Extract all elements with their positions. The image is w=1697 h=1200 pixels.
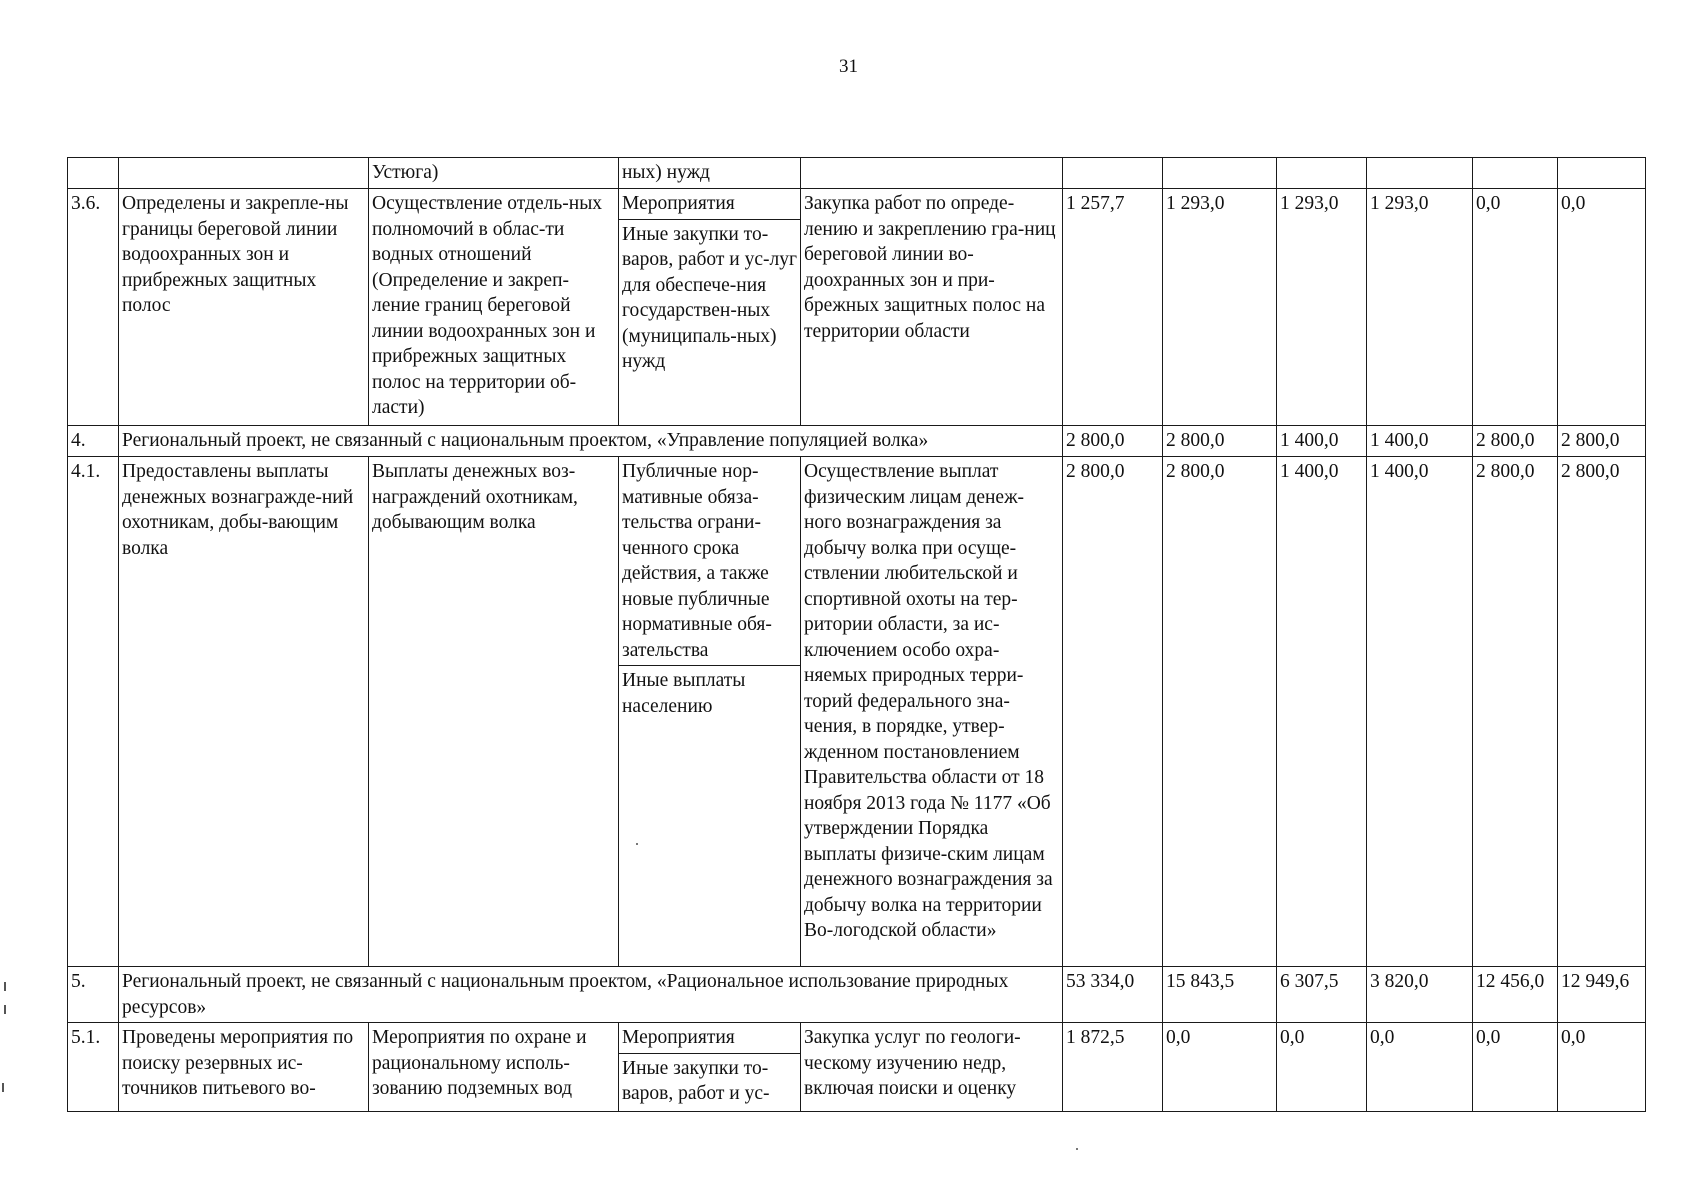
cell-value: 0,0 [1473, 189, 1558, 426]
cell-value [1558, 158, 1646, 189]
table-row-3-6 [68, 189, 1646, 426]
cell-num: 3.6. [68, 189, 119, 426]
expense-type-main: Публичные нор-мативные обяза-тельства ограни-ченного срока действия, а также новые публичные нормативные обя-зательства [619, 457, 800, 666]
table-row-continuation [68, 158, 1646, 189]
cell-value [1163, 158, 1277, 189]
cell-measure: Мероприятия по охране и рациональному исполь-зованию подземных вод [369, 1023, 619, 1112]
table-row-4-1 [68, 457, 1646, 967]
cell-task [119, 158, 369, 189]
cell-value: 12 949,6 [1558, 967, 1646, 1023]
cell-value: 2 800,0 [1558, 426, 1646, 457]
cell-value: 2 800,0 [1163, 457, 1277, 967]
cell-direction: Закупка услуг по геологи-ческому изучению недр, включая поиски и оценку [801, 1023, 1063, 1112]
cell-direction: Осуществление выплат физическим лицам денеж-ного вознаграждения за добычу волка при осуще-ствлении любительской и спортивной охоты на тер-ритории области, за ис-ключением особо охра-няемых природных терри-торий федерального зна-чения, в порядке, утвер-жденном постановлением Правительства области от 18 ноября 2013 года № 1177 «Об утверждении Порядка выплаты физиче-ским лицам денежного вознаграждения за добычу волка на территории Во-логодской области» [801, 457, 1063, 967]
cell-value [1063, 158, 1163, 189]
cell-project-title: Региональный проект, не связанный с национальным проектом, «Управление популяцией волка» [119, 426, 1063, 457]
cell-measure: Выплаты денежных воз-награждений охотникам, добывающим волка [369, 457, 619, 967]
cell-value [1473, 158, 1558, 189]
cell-task: Предоставлены выплаты денежных вознагражде-ний охотникам, добы-вающим волка [119, 457, 369, 967]
cell-direction: Закупка работ по опреде-лению и закреплению гра-ниц береговой линии во-доохранных зон и при-брежных защитных полос на территории области [801, 189, 1063, 426]
cell-num: 5.1. [68, 1023, 119, 1112]
cell-value: 0,0 [1367, 1023, 1473, 1112]
cell-value: 0,0 [1558, 189, 1646, 426]
cell-task: Проведены мероприятия по поиску резервных ис-точников питьевого во- [119, 1023, 369, 1112]
cell-value: 2 800,0 [1473, 457, 1558, 967]
scan-dot [1076, 1148, 1078, 1150]
cell-value: 1 400,0 [1277, 426, 1367, 457]
cell-value: 6 307,5 [1277, 967, 1367, 1023]
expense-type-sub: Иные закупки то-варов, работ и ус- [622, 1057, 770, 1104]
cell-expense-type [619, 1023, 801, 1112]
scan-mark [4, 1005, 6, 1014]
cell-value: 1 293,0 [1163, 189, 1277, 426]
cell-value: 2 800,0 [1063, 457, 1163, 967]
cell-value: 1 400,0 [1277, 457, 1367, 967]
scan-mark [2, 1083, 4, 1092]
cell-value: 0,0 [1473, 1023, 1558, 1112]
scan-dot [636, 843, 638, 845]
cell-num: 5. [68, 967, 119, 1023]
cell-value [1277, 158, 1367, 189]
cell-value: 1 293,0 [1277, 189, 1367, 426]
table-row-5-1 [68, 1023, 1646, 1112]
expense-type-sub: Иные выплаты населению [622, 670, 746, 717]
cell-value [1367, 158, 1473, 189]
program-table [67, 157, 1646, 1112]
table-row-5 [68, 967, 1646, 1023]
cell-project-title: Региональный проект, не связанный с национальным проектом, «Рациональное использование природных ресурсов» [119, 967, 1063, 1023]
cell-value: 2 800,0 [1163, 426, 1277, 457]
expense-type-main: Мероприятия [619, 189, 800, 220]
cell-expense-type: ных) нужд [619, 158, 801, 189]
cell-value: 3 820,0 [1367, 967, 1473, 1023]
cell-direction [801, 158, 1063, 189]
cell-expense-type [619, 457, 801, 967]
cell-value: 0,0 [1277, 1023, 1367, 1112]
expense-type-main: Мероприятия [619, 1023, 800, 1054]
cell-num: 4.1. [68, 457, 119, 967]
table-row-4 [68, 426, 1646, 457]
cell-value: 15 843,5 [1163, 967, 1277, 1023]
cell-value: 0,0 [1558, 1023, 1646, 1112]
cell-value: 2 800,0 [1063, 426, 1163, 457]
cell-measure: Осуществление отдель-ных полномочий в облас-ти водных отношений (Определение и закреп-ление границ береговой линии водоохранных зон и прибрежных защитных полос на территории об-ласти) [369, 189, 619, 426]
cell-expense-type [619, 189, 801, 426]
cell-value: 1 400,0 [1367, 426, 1473, 457]
cell-value: 2 800,0 [1473, 426, 1558, 457]
cell-value: 1 400,0 [1367, 457, 1473, 967]
cell-value: 53 334,0 [1063, 967, 1163, 1023]
cell-value: 1 872,5 [1063, 1023, 1163, 1112]
expense-type-sub: Иные закупки то-варов, работ и ус-луг для обеспече-ния государствен-ных (муниципаль-ных) нужд [622, 223, 797, 372]
cell-value: 0,0 [1163, 1023, 1277, 1112]
page-number: 31 [839, 56, 858, 77]
cell-value: 12 456,0 [1473, 967, 1558, 1023]
cell-value: 1 257,7 [1063, 189, 1163, 426]
cell-num [68, 158, 119, 189]
cell-task: Определены и закрепле-ны границы береговой линии водоохранных зон и прибрежных защитных полос [119, 189, 369, 426]
cell-measure: Устюга) [369, 158, 619, 189]
cell-value: 1 293,0 [1367, 189, 1473, 426]
cell-value: 2 800,0 [1558, 457, 1646, 967]
cell-num: 4. [68, 426, 119, 457]
scan-mark [4, 982, 6, 991]
